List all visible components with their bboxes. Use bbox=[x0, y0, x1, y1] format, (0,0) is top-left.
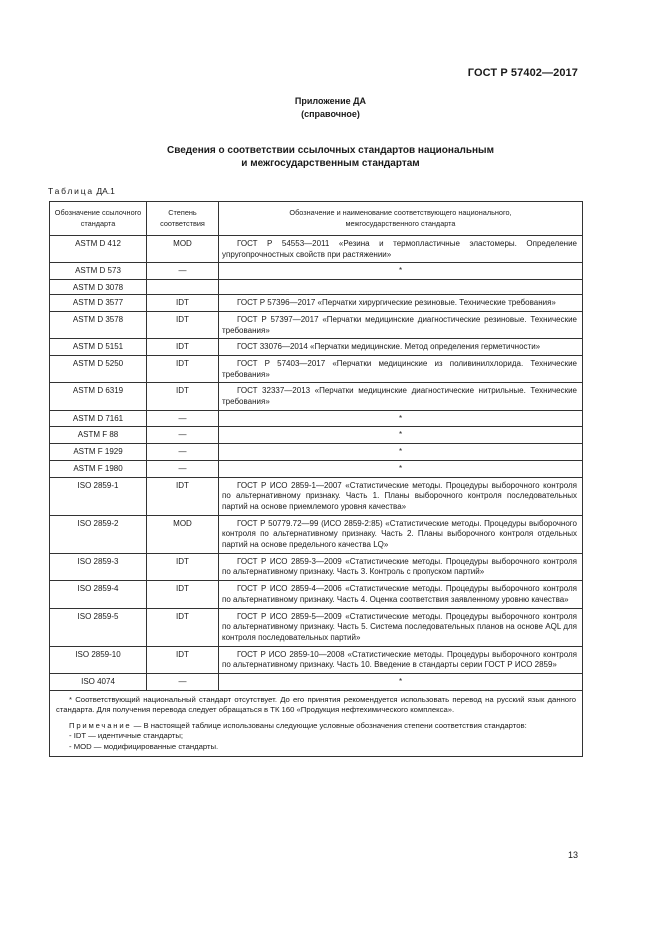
table-label bbox=[48, 186, 115, 196]
reference-standard-cell: ASTM D 6319 bbox=[50, 383, 147, 410]
degree-cell: MOD bbox=[147, 236, 219, 263]
degree-cell: IDT bbox=[147, 608, 219, 646]
footnote: * Соответствующий национальный стандарт отсутствует. До его принятия рекомендуется использовать перевод на русский язык данного стандарта. Для получения перевода следует обращаться в ТК 160 «Продукция нефтехимического комплекса». bbox=[56, 694, 576, 715]
table-row bbox=[50, 646, 583, 673]
note-text: — В настоящей таблице использованы следующие условные обозначения степени соответствия стандартов: bbox=[133, 720, 527, 730]
national-standard-text: ГОСТ Р ИСО 2859-3—2009 «Статистические методы. Процедуры выборочного контроля по альтернативному признаку. Часть 3. Контроль с пропуском партий» bbox=[222, 556, 577, 577]
correspondence-table bbox=[49, 201, 583, 757]
degree-cell: MOD bbox=[147, 515, 219, 553]
national-standard-cell bbox=[219, 646, 583, 673]
national-standard-cell bbox=[219, 553, 583, 580]
national-standard-text: ГОСТ Р 57396—2017 «Перчатки хирургические резиновые. Технические требования» bbox=[237, 298, 556, 308]
table-container bbox=[49, 201, 582, 757]
national-standard-text: ГОСТ Р 57397—2017 «Перчатки медицинские диагностические резиновые. Технические требования» bbox=[222, 314, 577, 335]
table-row bbox=[50, 263, 583, 280]
notes-cell bbox=[50, 690, 583, 757]
table-row bbox=[50, 553, 583, 580]
table-body bbox=[50, 236, 583, 691]
degree-cell: — bbox=[147, 674, 219, 691]
reference-standard-cell: ASTM F 88 bbox=[50, 427, 147, 444]
section-title-line-2: и межгосударственным стандартам bbox=[241, 158, 420, 169]
degree-cell: IDT bbox=[147, 383, 219, 410]
national-standard-cell bbox=[219, 295, 583, 312]
reference-standard-cell: ISO 2859-1 bbox=[50, 477, 147, 515]
degree-cell: IDT bbox=[147, 646, 219, 673]
table-label-word: Таблица bbox=[48, 186, 94, 196]
reference-standard-cell: ASTM D 573 bbox=[50, 263, 147, 280]
reference-standard-cell: ASTM D 5250 bbox=[50, 355, 147, 382]
table-label-number: ДА.1 bbox=[96, 186, 115, 196]
section-title bbox=[0, 144, 661, 170]
reference-standard-cell: ISO 4074 bbox=[50, 674, 147, 691]
degree-cell: — bbox=[147, 263, 219, 280]
reference-standard-cell: ASTM D 5151 bbox=[50, 339, 147, 356]
reference-standard-cell: ISO 2859-2 bbox=[50, 515, 147, 553]
degree-cell bbox=[147, 280, 219, 295]
reference-standard-cell: ASTM F 1980 bbox=[50, 460, 147, 477]
national-standard-cell bbox=[219, 311, 583, 338]
national-standard-cell: * bbox=[219, 674, 583, 691]
note-item-mod: - MOD — модифицированные стандарты. bbox=[69, 741, 219, 751]
degree-cell: — bbox=[147, 427, 219, 444]
national-standard-cell: * bbox=[219, 427, 583, 444]
degree-cell: IDT bbox=[147, 295, 219, 312]
table-row bbox=[50, 383, 583, 410]
table-row bbox=[50, 311, 583, 338]
national-standard-cell bbox=[219, 383, 583, 410]
annex-heading bbox=[0, 95, 661, 121]
reference-standard-cell: ISO 2859-5 bbox=[50, 608, 147, 646]
note-item-idt: - IDT — идентичные стандарты; bbox=[69, 731, 184, 741]
reference-standard-cell: ASTM D 7161 bbox=[50, 410, 147, 427]
reference-standard-cell: ISO 2859-4 bbox=[50, 581, 147, 608]
national-standard-text: ГОСТ Р 54553—2011 «Резина и термопластичные эластомеры. Определение упругопрочностных свойств при растяжении» bbox=[222, 239, 577, 259]
section-title-line-1: Сведения о соответствии ссылочных стандартов национальным bbox=[166, 145, 494, 156]
degree-cell: IDT bbox=[147, 339, 219, 356]
table-header-row bbox=[50, 202, 583, 236]
national-standard-cell bbox=[219, 581, 583, 608]
national-standard-text: ГОСТ Р ИСО 2859-5—2009 «Статистические методы. Процедуры выборочного контроля по альтернативному признаку. Часть 5. Система последовательных планов на основе AQL для контроля последовательных партий» bbox=[222, 611, 577, 642]
table-row bbox=[50, 339, 583, 356]
national-standard-cell bbox=[219, 236, 583, 263]
table-row bbox=[50, 608, 583, 646]
table-row bbox=[50, 581, 583, 608]
degree-cell: IDT bbox=[147, 311, 219, 338]
national-standard-cell: * bbox=[219, 444, 583, 461]
national-standard-text: ГОСТ Р 50779.72—99 (ИСО 2859-2:85) «Статистические методы. Процедуры выборочного контроля по альтернативному признаку. Часть 2. Планы выборочного контроля отдельных партий на основе предельного качества LQ» bbox=[222, 518, 577, 550]
national-standard-text: ГОСТ Р ИСО 2859-1—2007 «Статистические методы. Процедуры выборочного контроля по альтернативному признаку. Часть 1. Планы выборочного контроля последовательных партий на основе приемлемого уровня качества» bbox=[222, 480, 577, 511]
reference-standard-cell: ASTM F 1929 bbox=[50, 444, 147, 461]
degree-cell: IDT bbox=[147, 553, 219, 580]
table-row bbox=[50, 460, 583, 477]
reference-standard-cell: ASTM D 3578 bbox=[50, 311, 147, 338]
reference-standard-cell: ISO 2859-10 bbox=[50, 646, 147, 673]
degree-cell: — bbox=[147, 410, 219, 427]
national-standard-cell bbox=[219, 515, 583, 553]
degree-cell: IDT bbox=[147, 581, 219, 608]
degree-cell: — bbox=[147, 444, 219, 461]
document-code: ГОСТ Р 57402—2017 bbox=[467, 67, 578, 79]
table-row bbox=[50, 410, 583, 427]
table-row bbox=[50, 444, 583, 461]
table-row bbox=[50, 355, 583, 382]
reference-standard-cell: ASTM D 412 bbox=[50, 236, 147, 263]
annex-title: Приложение ДА bbox=[294, 96, 367, 106]
notes-row bbox=[50, 690, 583, 757]
degree-cell: IDT bbox=[147, 355, 219, 382]
table-row bbox=[50, 477, 583, 515]
national-standard-cell: * bbox=[219, 410, 583, 427]
national-standard-text: ГОСТ 32337—2013 «Перчатки медицинские диагностические нитрильные. Технические требования» bbox=[222, 386, 577, 407]
national-standard-cell bbox=[219, 608, 583, 646]
table-row bbox=[50, 236, 583, 263]
table-row bbox=[50, 674, 583, 691]
table-row bbox=[50, 427, 583, 444]
national-standard-cell bbox=[219, 477, 583, 515]
column-header-degree: Степень соответствия bbox=[147, 202, 219, 236]
national-standard-text: ГОСТ Р ИСО 2859-4—2006 «Статистические методы. Процедуры выборочного контроля по альтернативному признаку. Часть 4. Оценка соответствия заявленному уровню качества» bbox=[222, 584, 577, 604]
column-header-reference: Обозначение ссылочного стандарта bbox=[50, 202, 147, 236]
national-standard-cell bbox=[219, 355, 583, 382]
national-standard-cell: * bbox=[219, 460, 583, 477]
annex-subtitle: (справочное) bbox=[301, 109, 360, 119]
degree-cell: IDT bbox=[147, 477, 219, 515]
national-standard-text: ГОСТ 33076—2014 «Перчатки медицинские. Метод определения герметичности» bbox=[237, 342, 541, 352]
reference-standard-cell: ISO 2859-3 bbox=[50, 553, 147, 580]
reference-standard-cell: ASTM D 3078 bbox=[50, 280, 147, 295]
national-standard-text: ГОСТ Р ИСО 2859-10—2008 «Статистические методы. Процедуры выборочного контроля по альтернативному признаку. Часть 10. Введение в стандарты серии ГОСТ Р ИСО 2859» bbox=[222, 649, 577, 670]
note-head: Примечание bbox=[69, 720, 132, 730]
table-row bbox=[50, 295, 583, 312]
table-row bbox=[50, 515, 583, 553]
reference-standard-cell: ASTM D 3577 bbox=[50, 295, 147, 312]
page-number: 13 bbox=[567, 850, 578, 860]
table-row bbox=[50, 280, 583, 295]
national-standard-cell: * bbox=[219, 263, 583, 280]
national-standard-cell bbox=[219, 339, 583, 356]
note bbox=[56, 721, 576, 732]
column-header-national-standard: Обозначение и наименование соответствующего национального, межгосударственного стандарта bbox=[219, 202, 583, 236]
national-standard-cell bbox=[219, 280, 583, 295]
national-standard-text: ГОСТ Р 57403—2017 «Перчатки медицинские из поливинилхлорида. Технические требования» bbox=[222, 358, 577, 379]
degree-cell: — bbox=[147, 460, 219, 477]
